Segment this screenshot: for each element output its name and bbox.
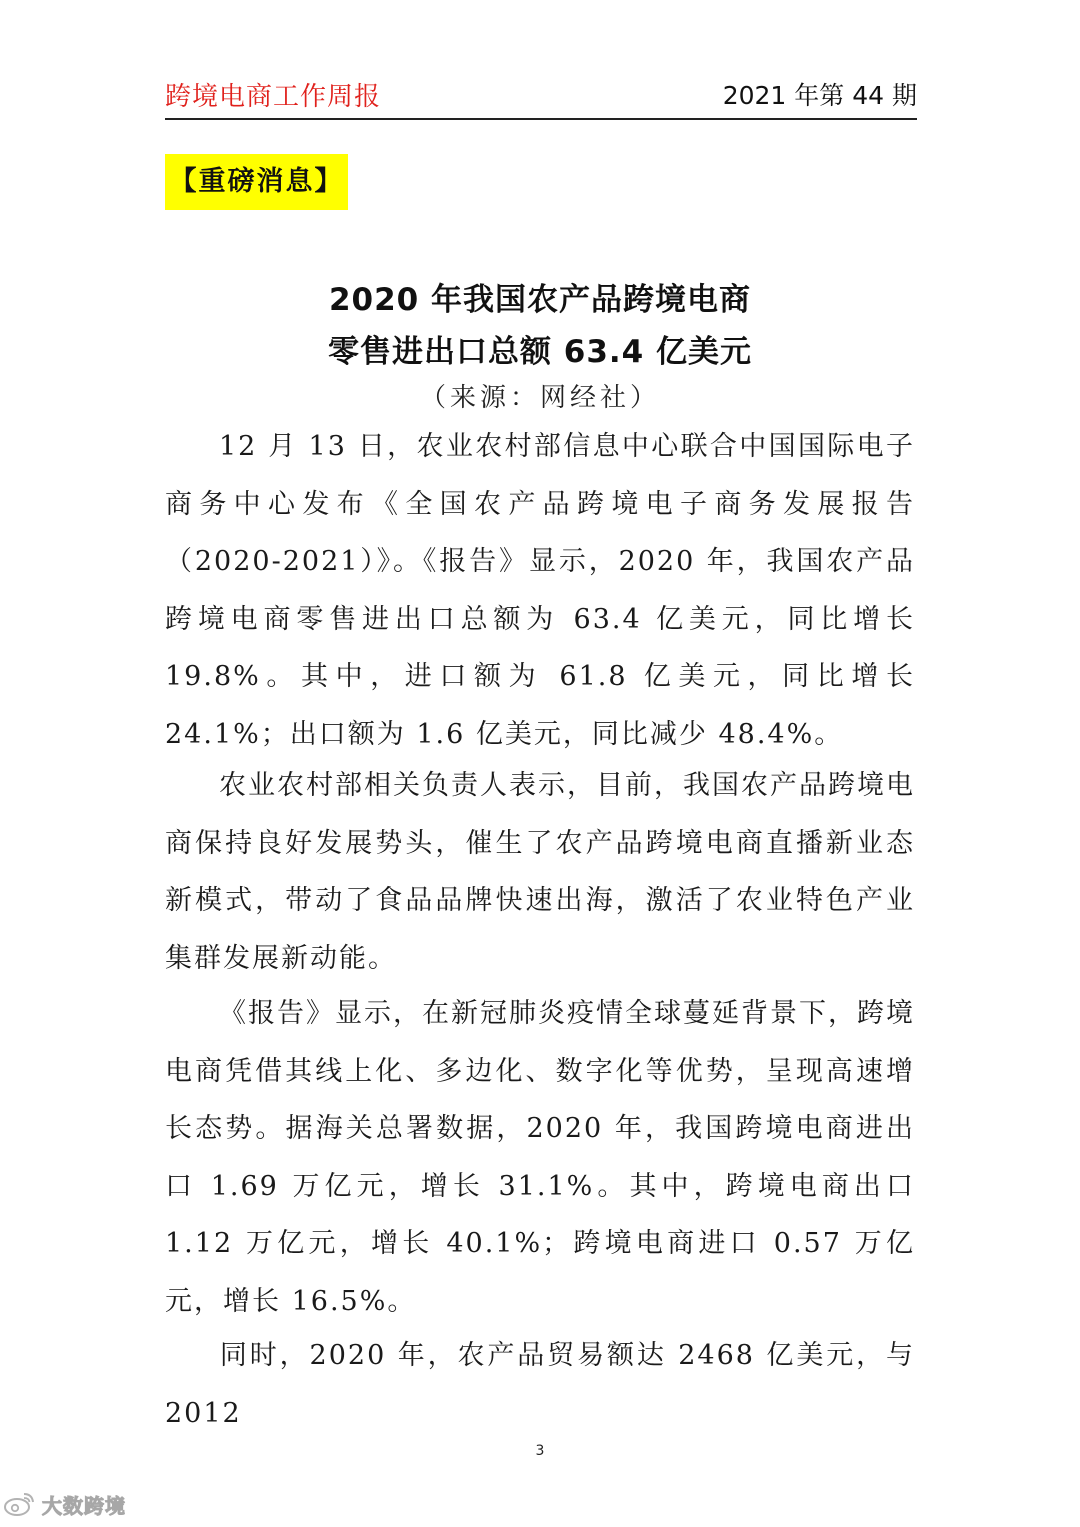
watermark xyxy=(2,1488,126,1520)
watermark-text: 大数跨境 xyxy=(42,1493,126,1518)
publication-name: 跨境电商工作周报 xyxy=(165,82,382,112)
paragraph-1 xyxy=(165,418,915,763)
paragraph-4-text: 同时，2020 年，农产品贸易额达 2468 亿美元，与 2012 xyxy=(165,1340,915,1429)
page-number: 3 xyxy=(535,1443,545,1459)
paragraph-3 xyxy=(165,985,915,1330)
paragraph-1-text: 12 月 13 日，农业农村部信息中心联合中国国际电子商务中心发布《全国农产品跨境电子商务发展报告（2020-2021）》。《报告》显示，2020 年，我国农产品跨境电商零售进出口总额为 63.4 亿美元，同比增长 19.8%。其中，进口额为 61.8 亿美元，同比增长 24.1%；出口额为 1.6 亿美元，同比减少 48.4%。 xyxy=(165,431,915,750)
article-source: （来源：网经社） xyxy=(419,383,660,413)
page-header xyxy=(165,74,917,120)
issue-number: 2021 年第 44 期 xyxy=(722,81,917,110)
paragraph-2-text: 农业农村部相关负责人表示，目前，我国农产品跨境电商保持良好发展势头，催生了农产品跨境电商直播新业态新模式，带动了食品品牌快速出海，激活了农业特色产业集群发展新动能。 xyxy=(165,770,915,974)
article-title-line-2: 零售进出口总额 63.4 亿美元 xyxy=(327,334,753,370)
section-tag: 【重磅消息】 xyxy=(165,154,348,210)
weibo-logo-icon xyxy=(2,1490,36,1518)
paragraph-4 xyxy=(165,1327,915,1442)
paragraph-2 xyxy=(165,757,915,987)
paragraph-3-text: 《报告》显示，在新冠肺炎疫情全球蔓延背景下，跨境电商凭借其线上化、多边化、数字化等优势，呈现高速增长态势。据海关总署数据，2020 年，我国跨境电商进出口 1.69 万亿元，增长 31.1%。其中，跨境电商出口 1.12 万亿元，增长 40.1%；跨境电商进口 0.57 万亿元，增长 16.5%。 xyxy=(165,998,915,1317)
article-title-line-1: 2020 年我国农产品跨境电商 xyxy=(328,282,752,318)
